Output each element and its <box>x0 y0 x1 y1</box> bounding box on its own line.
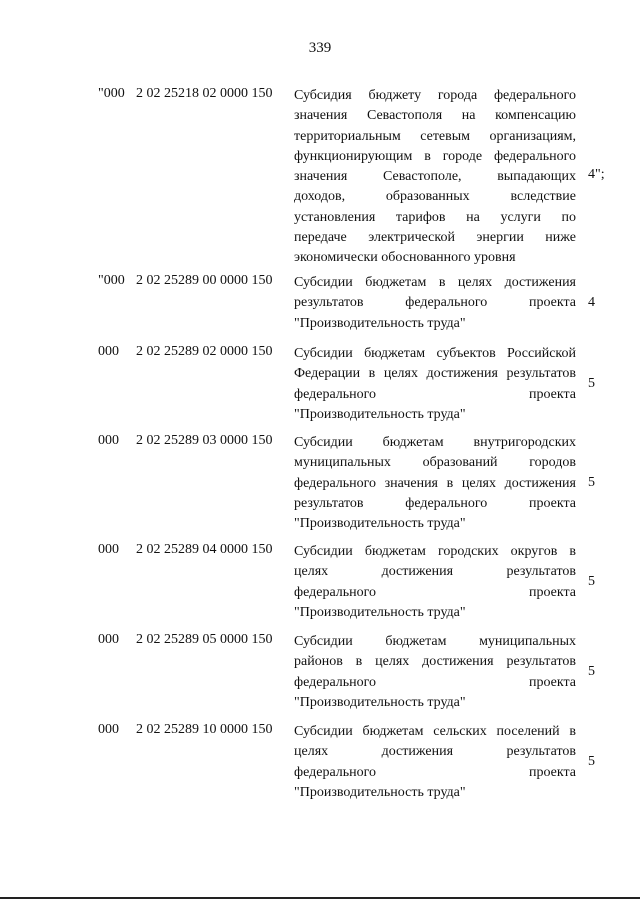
description-line: муниципальных образований городов <box>294 455 576 471</box>
description-line: целях достижения результатов <box>294 744 576 760</box>
description-line: Субсидии бюджетам субъектов Российской <box>294 346 576 361</box>
description-line: экономически обоснованного уровня <box>294 250 516 266</box>
code-prefix: 000 <box>98 344 119 359</box>
entry-description <box>294 344 576 425</box>
code-prefix: 000 <box>98 433 119 448</box>
description-line: Субсидии бюджетам городских округов в <box>294 544 576 559</box>
description-line: Субсидии бюджетам сельских поселений в <box>294 724 576 739</box>
description-line: "Производительность труда" <box>294 516 466 532</box>
description-line: федерального проекта <box>294 386 576 402</box>
description-line: территориальным сетевым организациям, <box>294 128 576 144</box>
description-line: "Производительность труда" <box>294 694 466 710</box>
description-line: передаче электрической энергии ниже <box>294 230 576 246</box>
budget-code: 2 02 25289 00 0000 150 <box>136 273 273 288</box>
description-line: Субсидии бюджетам муниципальных <box>294 634 576 649</box>
description-line: Федерации в целях достижения результатов <box>294 366 576 382</box>
description-line: Субсидии бюджетам внутригородских <box>294 435 576 450</box>
code-prefix: 000 <box>98 632 119 647</box>
description-line: установления тарифов на услуги по <box>294 209 576 225</box>
entry-value: 4 <box>588 295 595 310</box>
budget-code: 2 02 25218 02 0000 150 <box>136 86 273 101</box>
entry-description <box>294 542 576 623</box>
page-number: 339 <box>308 40 332 56</box>
entry-value: 4"; <box>588 167 605 182</box>
description-line: Субсидия бюджету города федерального <box>294 88 576 103</box>
description-line: результатов федерального проекта <box>294 495 576 511</box>
budget-code: 2 02 25289 10 0000 150 <box>136 722 273 737</box>
code-prefix: 000 <box>98 722 119 737</box>
description-line: Субсидии бюджетам в целях достижения <box>294 275 576 290</box>
entry-description <box>294 433 576 534</box>
budget-code: 2 02 25289 02 0000 150 <box>136 344 273 359</box>
description-line: "Производительность труда" <box>294 315 466 331</box>
entry-value: 5 <box>588 376 595 391</box>
budget-code: 2 02 25289 05 0000 150 <box>136 632 273 647</box>
description-line: районов в целях достижения результатов <box>294 654 576 670</box>
description-line: федерального значения в целях достижения <box>294 475 576 491</box>
entry-value: 5 <box>588 475 595 490</box>
description-line: федерального проекта <box>294 764 576 780</box>
entry-value: 5 <box>588 754 595 769</box>
entry-value: 5 <box>588 574 595 589</box>
description-line: значения Севастополя на компенсацию <box>294 108 576 124</box>
entry-description <box>294 86 576 269</box>
description-line: доходов, образованных вследствие <box>294 189 576 205</box>
description-line: "Производительность труда" <box>294 784 466 800</box>
description-line: значения Севастополе, выпадающих <box>294 169 576 185</box>
description-line: федерального проекта <box>294 674 576 690</box>
code-prefix: "000 <box>98 273 125 288</box>
entry-value: 5 <box>588 664 595 679</box>
entry-description <box>294 722 576 803</box>
description-line: результатов федерального проекта <box>294 295 576 311</box>
code-prefix: "000 <box>98 86 125 101</box>
entry-description <box>294 632 576 713</box>
description-line: "Производительность труда" <box>294 604 466 620</box>
description-line: "Производительность труда" <box>294 406 466 422</box>
budget-code: 2 02 25289 03 0000 150 <box>136 433 273 448</box>
description-line: федерального проекта <box>294 584 576 600</box>
budget-code: 2 02 25289 04 0000 150 <box>136 542 273 557</box>
entry-description <box>294 273 576 334</box>
description-line: функционирующим в городе федерального <box>294 148 576 164</box>
code-prefix: 000 <box>98 542 119 557</box>
bottom-rule <box>0 897 640 899</box>
description-line: целях достижения результатов <box>294 564 576 580</box>
